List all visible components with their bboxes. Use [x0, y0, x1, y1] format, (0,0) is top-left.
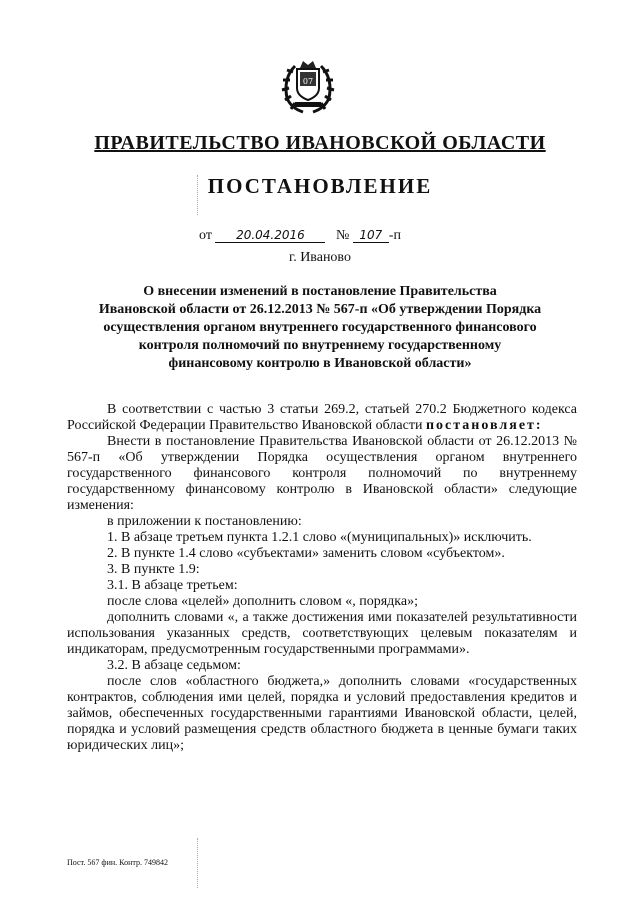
- resolution-heading: [60, 283, 580, 373]
- resolves-word: постановляет:: [425, 418, 543, 433]
- paragraph-annex: в приложении к постановлению:: [107, 514, 302, 529]
- resolution-body: [67, 402, 577, 754]
- paragraph-item-3-1: 3.1. В абзаце третьем:: [107, 578, 238, 593]
- paragraph-item-3-2-a: после слов «областного бюджета,» дополнить словами «государственных контрактов, соблюдения ими целей, порядка и условий предоставления кредитов и займов, обеспеченных государственными гарантиями Ивановской области, целей, порядка и условий размещения средств областного бюджета в ценные бумаги таких юридических лиц»;: [67, 674, 577, 753]
- date-label: от: [199, 228, 212, 243]
- scan-margin-mark: [197, 175, 198, 215]
- number-label: №: [335, 228, 350, 243]
- heading-line: осуществления органом внутреннего государственного финансового: [103, 320, 537, 335]
- footer-reference: Пост. 567 фин. Контр. 749842: [67, 858, 168, 867]
- paragraph-item-3-1-a: после слова «целей» дополнить словом «, порядка»;: [107, 594, 418, 609]
- svg-text:07: 07: [302, 77, 314, 86]
- paragraph-preamble: [67, 402, 577, 434]
- city-line: г. Иваново: [289, 250, 351, 265]
- paragraph-item-3: 3. В пункте 1.9:: [107, 562, 200, 577]
- handwritten-number: 107: [353, 228, 389, 243]
- number-suffix: -п: [388, 228, 401, 243]
- document-type-title: ПОСТАНОВЛЕНИЕ: [207, 174, 433, 198]
- paragraph-item-3-2: 3.2. В абзаце седьмом:: [107, 658, 241, 673]
- government-title: ПРАВИТЕЛЬСТВО ИВАНОВСКОЙ ОБЛАСТИ: [94, 132, 546, 154]
- heading-line: финансовому контролю в Ивановской области»: [168, 356, 472, 371]
- paragraph-item-3-1-b: дополнить словами «, а также достижения ими показателей результативности использования указанных средств, соответствующих целевым показателям и индикаторам, предусмотренным государственными программами».: [67, 610, 577, 657]
- scan-margin-mark: [197, 838, 198, 888]
- handwritten-date: 20.04.2016: [215, 228, 325, 243]
- heading-line: Ивановской области от 26.12.2013 № 567-п «Об утверждении Порядка: [98, 302, 542, 317]
- date-number-line: [199, 228, 401, 244]
- coat-of-arms-emblem: [273, 58, 343, 118]
- preamble-text: В соответствии с частью 3 статьи 269.2, статьей 270.2 Бюджетного кодекса Российской Федерации Правительство Ивановской области: [67, 402, 577, 433]
- heading-line: О внесении изменений в постановление Правительства: [143, 284, 497, 299]
- paragraph-item-1: 1. В абзаце третьем пункта 1.2.1 слово «(муниципальных)» исключить.: [107, 530, 532, 545]
- paragraph-item-2: 2. В пункте 1.4 слово «субъектами» заменить словом «субъектом».: [107, 546, 505, 561]
- paragraph-main: Внести в постановление Правительства Ивановской области от 26.12.2013 № 567-п «Об утверждении Порядка осуществления органом внутреннего государственного финансового контроля полномочий по внутреннему государственному финансовому контролю в Ивановской области» следующие изменения:: [67, 434, 577, 513]
- heading-line: контроля полномочий по внутреннему государственному: [138, 338, 502, 353]
